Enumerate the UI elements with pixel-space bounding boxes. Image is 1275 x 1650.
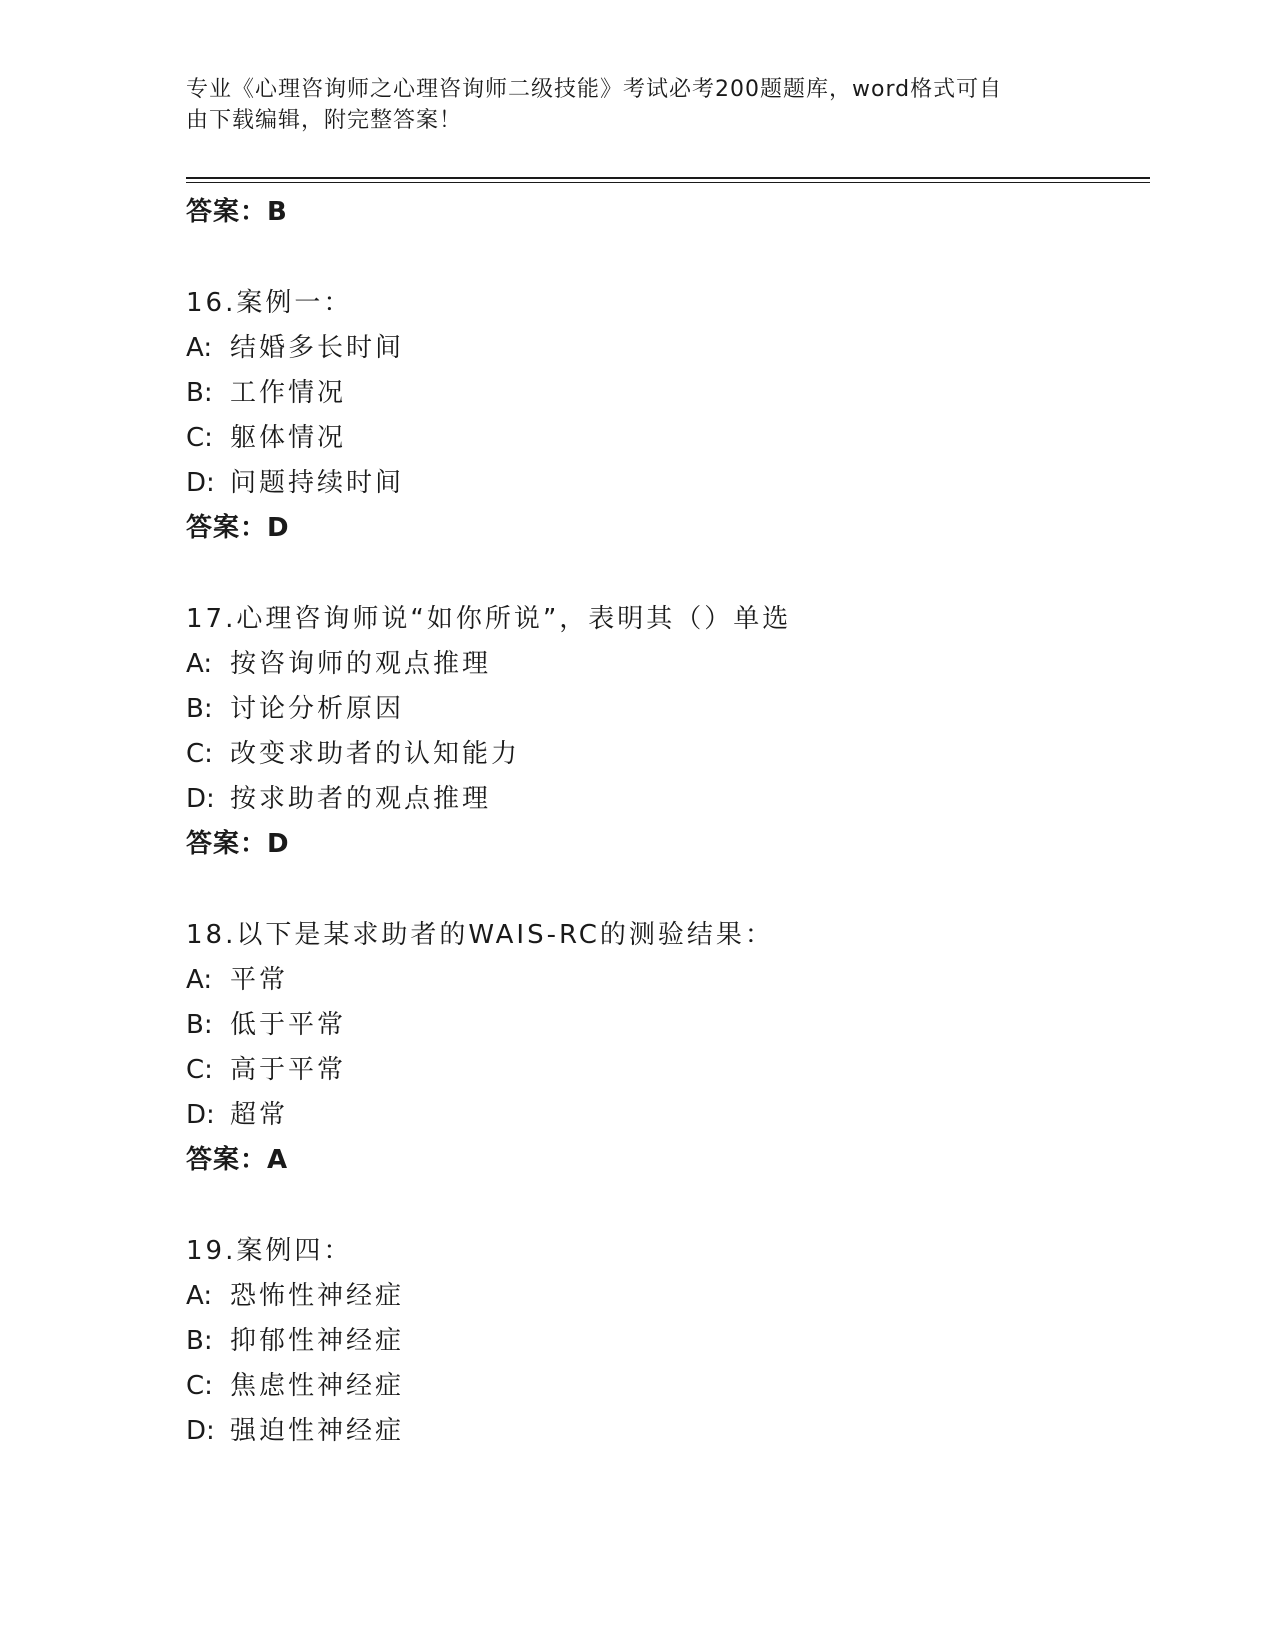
option-key: C: (186, 1055, 213, 1085)
option-text: 讨论分析原因 (230, 694, 405, 724)
option-text: 问题持续时间 (230, 468, 405, 498)
option-text: 改变求助者的认知能力 (230, 739, 521, 769)
option-key: A: (186, 649, 213, 679)
answer-value: D (267, 513, 290, 543)
question-stem: 16.案例一： (186, 288, 353, 318)
question-spacer (186, 551, 1146, 597)
question-stem: 19.案例四： (186, 1236, 353, 1266)
header-divider-thin (186, 182, 1150, 183)
question-stem: 17.心理咨询师说“如你所说”，表明其（）单选 (186, 604, 792, 634)
question-spacer (186, 867, 1146, 913)
answer-option (186, 416, 1146, 461)
option-key: D: (186, 468, 215, 498)
answer-line (186, 190, 1146, 235)
answer-option (186, 1048, 1146, 1093)
option-key: A: (186, 1281, 213, 1311)
answer-line (186, 1138, 1146, 1183)
option-key: B: (186, 1326, 213, 1356)
option-text: 结婚多长时间 (230, 333, 405, 363)
header-line-2: 由下载编辑，附完整答案！ (186, 108, 463, 133)
option-text: 恐怖性神经症 (230, 1281, 405, 1311)
header-divider-thick (186, 177, 1150, 179)
option-text: 平常 (230, 965, 289, 995)
answer-label: 答案： (186, 1145, 268, 1175)
answer-option (186, 732, 1146, 777)
answer-option (186, 1274, 1146, 1319)
answer-label: 答案： (186, 197, 268, 227)
option-key: D: (186, 1416, 215, 1446)
question-spacer (186, 1183, 1146, 1229)
option-key: D: (186, 1100, 215, 1130)
answer-label: 答案： (186, 829, 268, 859)
answer-option (186, 371, 1146, 416)
answer-option (186, 1093, 1146, 1138)
option-key: B: (186, 1010, 213, 1040)
option-text: 按咨询师的观点推理 (230, 649, 492, 679)
answer-option (186, 1364, 1146, 1409)
answer-option (186, 687, 1146, 732)
option-text: 高于平常 (230, 1055, 347, 1085)
answer-value: D (267, 829, 290, 859)
option-key: A: (186, 965, 213, 995)
answer-line (186, 506, 1146, 551)
answer-label: 答案： (186, 513, 268, 543)
option-key: C: (186, 739, 213, 769)
answer-option (186, 958, 1146, 1003)
option-key: B: (186, 694, 213, 724)
option-key: C: (186, 423, 213, 453)
answer-option (186, 326, 1146, 371)
option-text: 按求助者的观点推理 (230, 784, 492, 814)
answer-line (186, 822, 1146, 867)
option-text: 超常 (230, 1100, 289, 1130)
question-list (186, 190, 1146, 1454)
question-stem: 18.以下是某求助者的WAIS-RC的测验结果： (186, 920, 774, 950)
option-key: D: (186, 784, 215, 814)
option-text: 焦虑性神经症 (230, 1371, 405, 1401)
answer-value: A (267, 1145, 289, 1175)
option-text: 强迫性神经症 (230, 1416, 405, 1446)
header-line-1: 专业《心理咨询师之心理咨询师二级技能》考试必考200题题库，word格式可自 (186, 77, 1003, 102)
answer-option (186, 1319, 1146, 1364)
question-spacer (186, 235, 1146, 281)
option-text: 抑郁性神经症 (230, 1326, 405, 1356)
option-key: A: (186, 333, 213, 363)
document-header (186, 74, 1066, 136)
answer-option (186, 642, 1146, 687)
answer-option (186, 1409, 1146, 1454)
option-text: 躯体情况 (230, 423, 347, 453)
answer-option (186, 777, 1146, 822)
answer-option (186, 1003, 1146, 1048)
option-text: 低于平常 (230, 1010, 347, 1040)
option-key: B: (186, 378, 213, 408)
option-key: C: (186, 1371, 213, 1401)
answer-value: B (267, 197, 288, 227)
option-text: 工作情况 (230, 378, 347, 408)
answer-option (186, 461, 1146, 506)
